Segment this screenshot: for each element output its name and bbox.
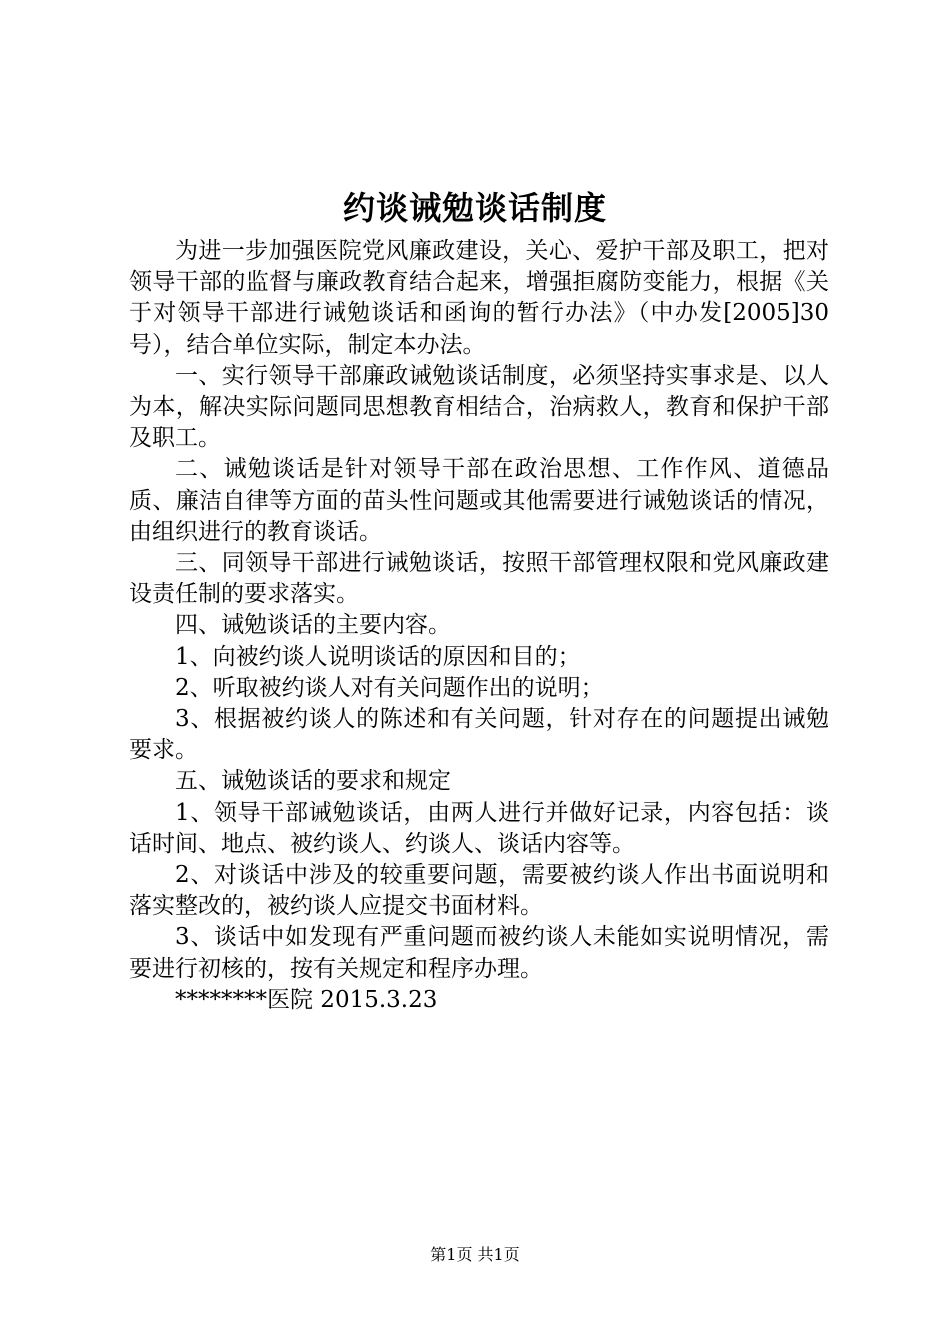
paragraph-section-2: 二、诫勉谈话是针对领导干部在政治思想、工作作风、道德品质、廉洁自律等方面的苗头性问题或其他需要进行诫勉谈话的情况，由组织进行的教育谈话。 xyxy=(129,456,829,545)
document-title: 约谈诫勉谈话制度 xyxy=(342,189,607,227)
paragraph-intro: 为进一步加强医院党风廉政建设，关心、爱护干部及职工，把对领导干部的监督与廉政教育结合起来，增强拒腐防变能力，根据《关于对领导干部进行诫勉谈话和函询的暂行办法》（中办发[2005]30号），结合单位实际，制定本办法。 xyxy=(129,238,829,358)
list-item: 3、根据被约谈人的陈述和有关问题，针对存在的问题提出诫勉要求。 xyxy=(129,706,829,764)
page-footer: 第1页 共1页 xyxy=(430,1245,520,1264)
paragraph-section-3: 三、同领导干部进行诫勉谈话，按照干部管理权限和党风廉政建设责任制的要求落实。 xyxy=(129,550,829,608)
list-item: 1、领导干部诫勉谈话，由两人进行并做好记录，内容包括：谈话时间、地点、被约谈人、约谈人、谈话内容等。 xyxy=(129,799,829,857)
list-item: 1、向被约谈人说明谈话的原因和目的； xyxy=(175,643,581,670)
list-item: 2、对谈话中涉及的较重要问题，需要被约谈人作出书面说明和落实整改的，被约谈人应提交书面材料。 xyxy=(129,862,829,920)
paragraph-section-5: 五、诫勉谈话的要求和规定 xyxy=(175,768,451,795)
signature-date: ********医院 2015.3.23 xyxy=(175,986,438,1013)
document-body xyxy=(129,236,829,1016)
list-item: 3、谈话中如发现有严重问题而被约谈人未能如实说明情况，需要进行初核的，按有关规定和程序办理。 xyxy=(129,924,829,982)
list-item: 2、听取被约谈人对有关问题作出的说明； xyxy=(175,674,604,701)
paragraph-section-1: 一、实行领导干部廉政诫勉谈话制度，必须坚持实事求是、以人为本，解决实际问题同思想教育相结合，治病救人，教育和保护干部及职工。 xyxy=(129,362,829,452)
paragraph-section-4: 四、诫勉谈话的主要内容。 xyxy=(175,612,451,639)
